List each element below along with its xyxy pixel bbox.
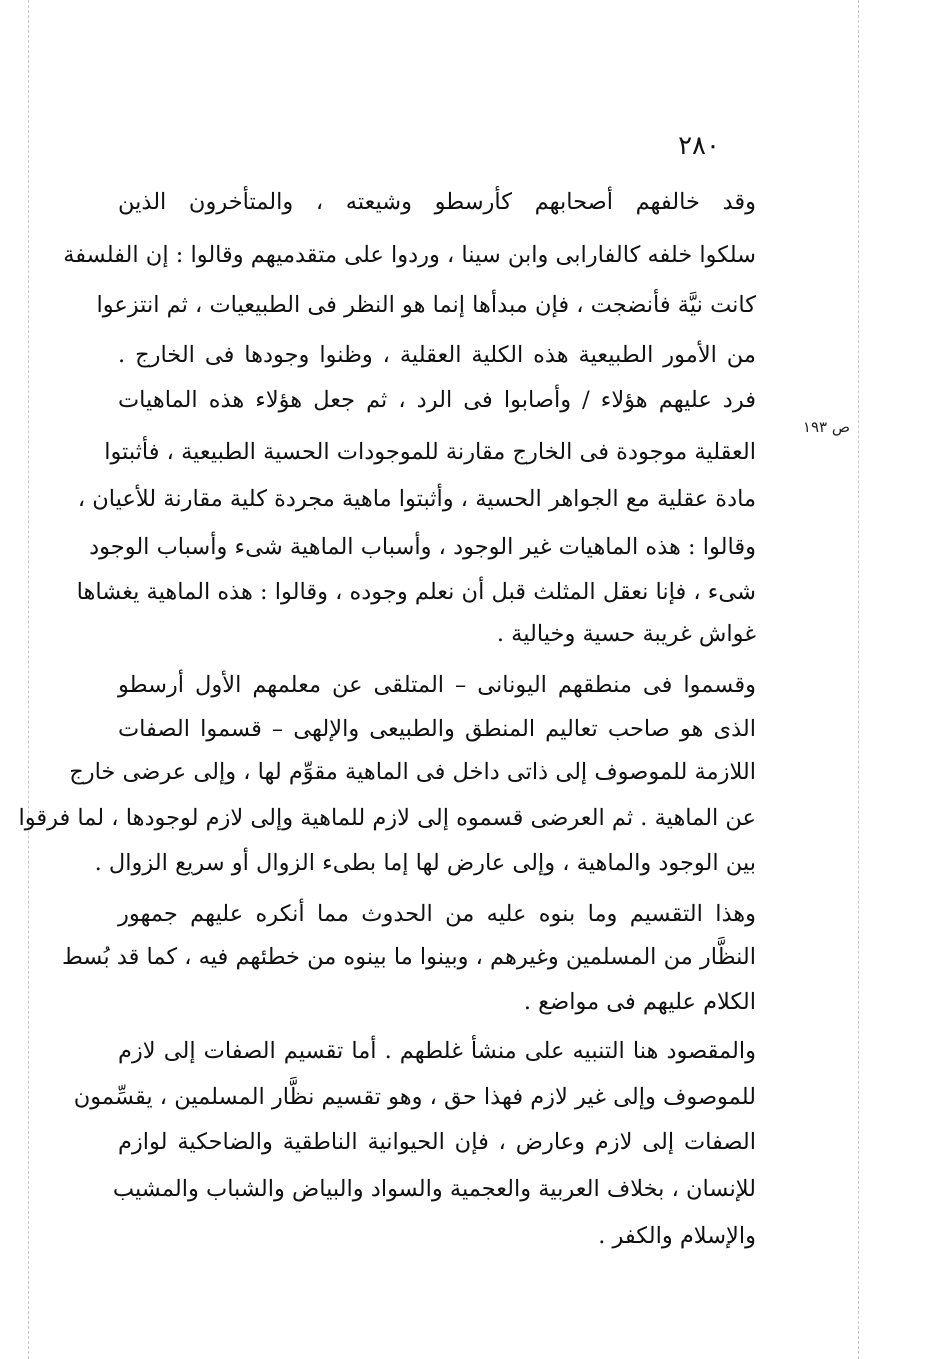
text-line: الذى هو صاحب تعاليم المنطق والطبيعى والإلهى – قسموا الصفات [118,716,756,742]
text-line: بين الوجود والماهية ، وإلى عارض لها إما بطىء الزوال أو سريع الزوال . [94,850,756,876]
text-line: وقالوا : هذه الماهيات غير الوجود ، وأسباب الماهية شىء وأسباب الوجود [89,534,756,560]
text-line: النظَّار من المسلمين وغيرهم ، وبينوا ما بينوه من خطئهم فيه ، كما قد بُسط [61,944,756,970]
text-line: شىء ، فإنا نعقل المثلث قبل أن نعلم وجوده ، وقالوا : هذه الماهية يغشاها [76,579,756,605]
text-line: اللازمة للموصوف إلى ذاتى داخل فى الماهية مقوِّم لها ، وإلى عرضى خارج [69,759,756,785]
text-line: عن الماهية . ثم العرضى قسموه إلى لازم للماهية وإلى لازم لوجودها ، لما فرقوا [18,805,756,831]
text-line: للإنسان ، بخلاف العربية والعجمية والسواد والبياض والشباب والمشيب [112,1176,756,1202]
text-line: الكلام عليهم فى مواضع . [523,989,756,1015]
text-line: وقسموا فى منطقهم اليونانى – المتلقى عن معلمهم الأول أرسطو [118,672,756,698]
text-line: غواش غريبة حسية وخيالية . [496,621,756,647]
text-line: والمقصود هنا التنبيه على منشأ غلطهم . أما تقسيم الصفات إلى لازم [118,1038,756,1064]
text-line: مادة عقلية مع الجواهر الحسية ، وأثبتوا ماهية مجردة كلية مقارنة للأعيان ، [77,486,756,512]
page-number: ٢٨٠ [678,131,720,161]
text-line: فرد عليهم هؤلاء / وأصابوا فى الرد ، ثم جعل هؤلاء هذه الماهيات [118,387,756,413]
text-line: وقد خالفهم أصحابهم كأرسطو وشيعته ، والمتأخرون الذين [118,189,756,215]
text-line: سلكوا خلفه كالفارابى وابن سينا ، وردوا على متقدميهم وقالوا : إن الفلسفة [63,242,756,268]
text-line: العقلية موجودة فى الخارج مقارنة للموجودات الحسية الطبيعية ، فأثبتوا [104,439,756,465]
right-fold-line [858,0,859,1359]
text-line: والإسلام والكفر . [598,1223,756,1249]
text-line: الصفات إلى لازم وعارض ، فإن الحيوانية الناطقية والضاحكية لوازم [118,1129,756,1155]
text-line: من الأمور الطبيعية هذه الكلية العقلية ، وظنوا وجودها فى الخارج . [118,342,756,368]
text-line: وهذا التقسيم وما بنوه عليه من الحدوث مما أنكره عليهم جمهور [118,901,756,927]
text-line: للموصوف وإلى غير لازم فهذا حق ، وهو تقسيم نظَّار المسلمين ، يقسِّمون [73,1084,756,1110]
margin-page-reference: ص ١٩٣ [802,418,850,436]
left-fold-line [28,0,29,1359]
text-line: كانت نيَّة فأنضجت ، فإن مبدأها إنما هو النظر فى الطبيعيات ، ثم انتزعوا [96,292,756,318]
